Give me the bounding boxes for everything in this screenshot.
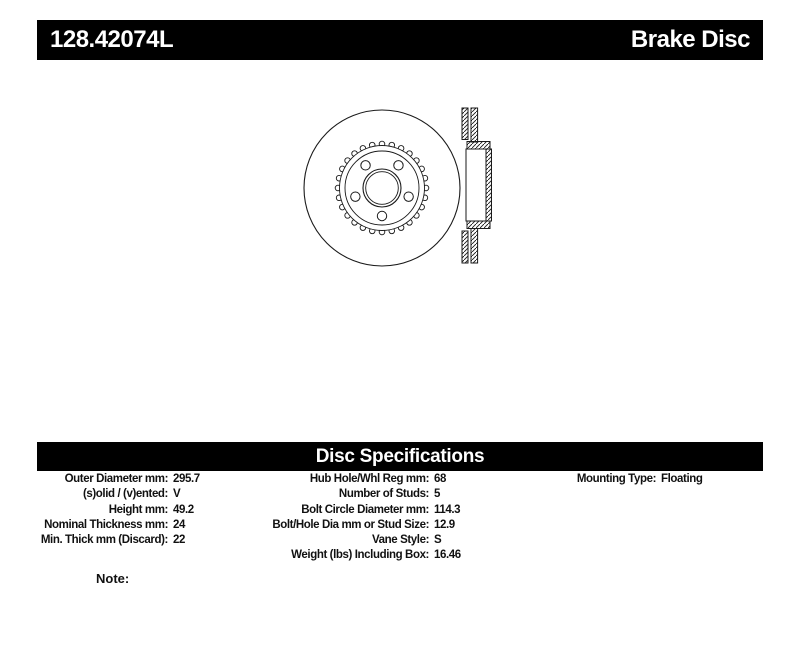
spec-row-hub-hole	[270, 472, 461, 487]
spec-section-title: Disc Specifications	[315, 445, 485, 467]
spec-value: S	[434, 534, 442, 547]
brake-disc-technical-drawing	[285, 95, 510, 280]
spec-label: Nominal Thickness mm:	[44, 518, 168, 531]
spec-value: 24	[173, 518, 185, 531]
spec-column-dimensions	[40, 472, 200, 548]
spec-row-solid-vented	[40, 487, 200, 502]
part-number: 128.42074L	[50, 26, 174, 53]
spec-value: 22	[173, 534, 185, 547]
spec-label: Number of Studs:	[338, 488, 429, 501]
brake-disc-front-view	[304, 110, 460, 266]
spec-section-header	[37, 442, 763, 471]
spec-value: 5	[434, 488, 440, 501]
spec-label: Weight (lbs) Including Box:	[291, 549, 429, 562]
header-bar	[37, 20, 763, 60]
spec-value: V	[173, 488, 181, 501]
spec-row-bolt-circle-diameter	[270, 503, 461, 518]
spec-row-height	[40, 503, 200, 518]
spec-label: Outer Diameter mm:	[64, 473, 168, 485]
product-type-title: Brake Disc	[630, 26, 750, 53]
spec-row-vane-style	[270, 533, 461, 548]
spec-label: Vane Style:	[372, 534, 429, 547]
spec-row-min-thick	[40, 533, 200, 548]
spec-column-mounting	[520, 472, 703, 487]
spec-value: 49.2	[173, 503, 194, 516]
note-label: Note:	[96, 571, 130, 586]
brake-disc-side-cross-section	[462, 108, 492, 263]
spec-value: Floating	[661, 473, 703, 485]
spec-column-hub-studs	[270, 472, 461, 564]
spec-row-number-of-studs	[270, 487, 461, 502]
spec-label: Mounting Type:	[576, 473, 656, 485]
spec-value: 295.7	[173, 473, 200, 485]
spec-label: Min. Thick mm (Discard):	[40, 534, 168, 547]
spec-value: 16.46	[434, 549, 461, 562]
spec-value: 12.9	[434, 518, 455, 531]
spec-label: Height mm:	[108, 503, 168, 516]
spec-row-bolt-hole-dia	[270, 518, 461, 533]
spec-label: (s)olid / (v)ented:	[82, 488, 168, 501]
spec-row-mounting-type	[520, 472, 703, 487]
spec-label: Hub Hole/Whl Reg mm:	[309, 473, 429, 485]
spec-row-outer-diameter	[40, 472, 200, 487]
spec-row-weight	[270, 548, 461, 563]
spec-value: 114.3	[434, 503, 461, 516]
spec-label: Bolt/Hole Dia mm or Stud Size:	[272, 518, 429, 531]
spec-row-nominal-thickness	[40, 518, 200, 533]
spec-value: 68	[434, 473, 446, 485]
spec-label: Bolt Circle Diameter mm:	[301, 503, 429, 516]
